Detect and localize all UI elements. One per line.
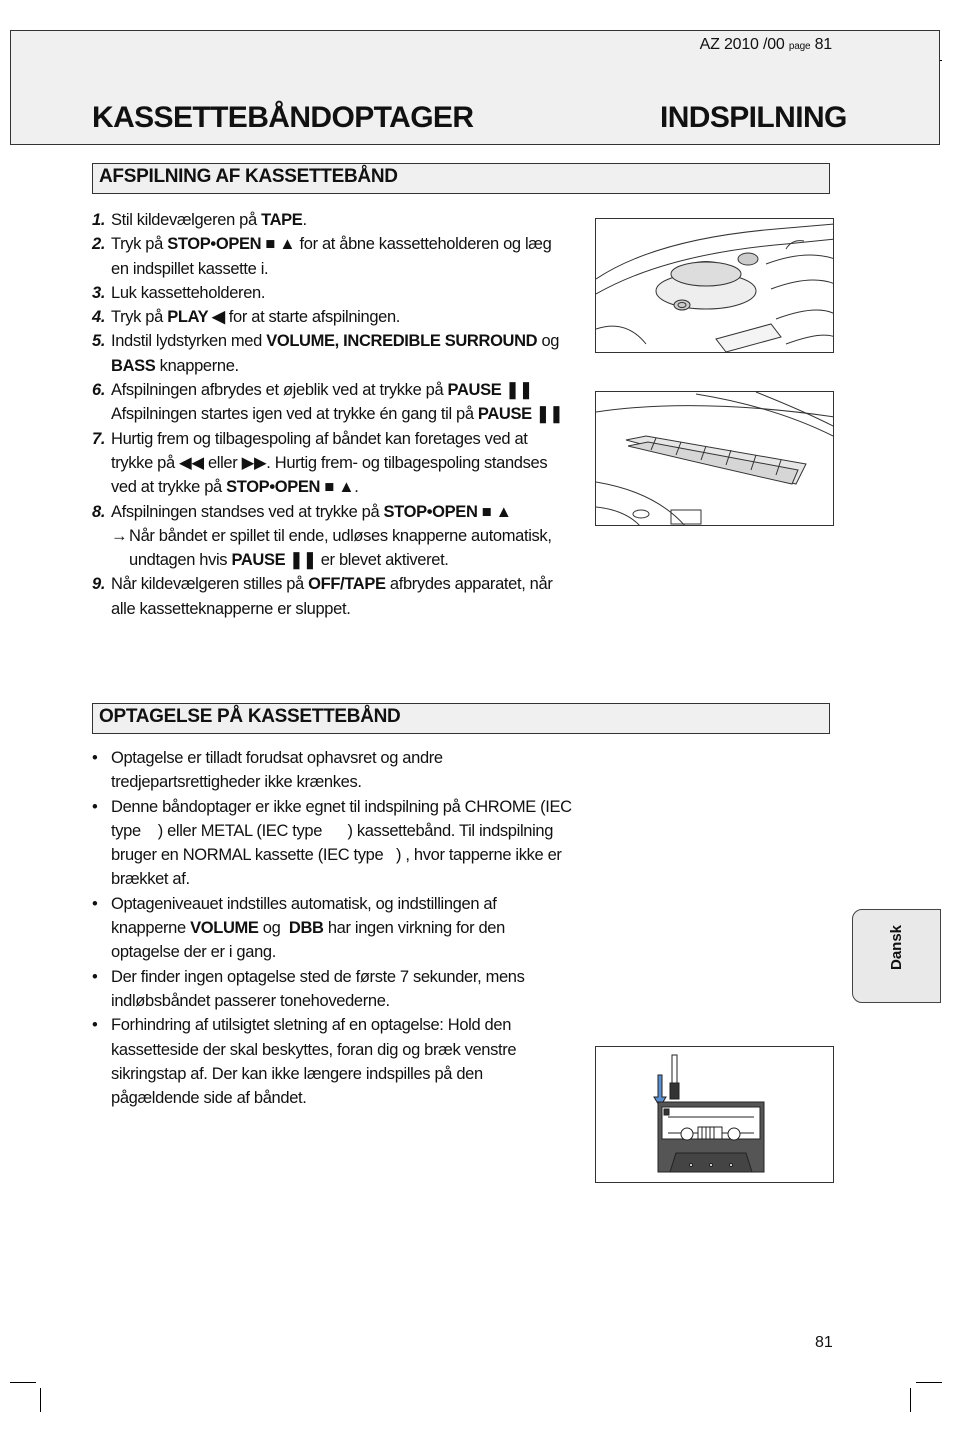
model-label (700, 36, 832, 54)
cassette-illustration (596, 1047, 834, 1183)
language-tab-label: Dansk (888, 924, 905, 970)
step-8: 8. Afspilningen standses ved at trykke på STOP•OPEN ■ ▲ (92, 502, 512, 521)
step-4: 4. Tryk på PLAY ◀ for at starte afspilningen. (92, 308, 401, 327)
bullet-5: • Forhindring af utilsigtet sletning af en optagelse: Hold den kassetteside der skal beskyttes, foran dig og bræk venstre sikringstap af. Der kan ikke længere indspilles på den pågældende side af båndet. (92, 1016, 517, 1108)
arrow-right-icon: → (111, 526, 128, 545)
step-8-note: → Når båndet er spillet til ende, udløses knapperne automatisk, undtagen hvis PAUSE ❚❚ er blevet aktiveret. (92, 524, 572, 573)
crop-mark (916, 1382, 942, 1383)
figure-cassette-buttons (595, 391, 834, 526)
crop-mark (40, 1388, 41, 1412)
playback-steps (92, 208, 572, 621)
bullet-3: • Optageniveauet indstilles automatisk, og indstillingen af knapperne VOLUME og DBB har ingen virkning for den optagelse der er i gang. (92, 894, 505, 962)
step-7: 7. Hurtig frem og tilbagespoling af båndet kan foretages ved at trykke på ◀◀ eller ▶▶. Hurtig frem- og tilbagespoling standses ved at trykke på STOP•OPEN ■ ▲. (92, 429, 548, 497)
header-page-number: 81 (814, 36, 832, 53)
footer-page-number: 81 (815, 1334, 833, 1351)
section-heading-recording: OPTAGELSE PÅ KASSETTEBÅND (92, 703, 830, 734)
crop-mark (910, 1388, 911, 1412)
step-3: 3. Luk kassetteholderen. (92, 283, 266, 302)
model-number: AZ 2010 /00 (699, 36, 785, 53)
figure-cassette-tab (595, 1046, 834, 1183)
section-heading-playback: AFSPILNING AF KASSETTEBÅND (92, 163, 830, 194)
step-6: 6. Afspilningen afbrydes et øjeblik ved at trykke på PAUSE ❚❚ Afspilningen startes igen ved at trykke én gang til på PAUSE ❚❚ (92, 381, 563, 424)
bullet-4: • Der finder ingen optagelse sted de første 7 sekunder, mens indløbsbåndet passerer tonehovederne. (92, 967, 525, 1010)
figure-cassette-door (595, 218, 834, 353)
recording-bullets (92, 746, 576, 1110)
button-row-illustration (596, 392, 834, 526)
step-1: 1. Stil kildevælgeren på TAPE. (92, 211, 307, 229)
step-9: 9. Når kildevælgeren stilles på OFF/TAPE afbrydes apparatet, når alle kassetteknapperne er sluppet. (92, 575, 553, 618)
page-word: page (788, 41, 811, 52)
bullet-2: • Denne båndoptager er ikke egnet til indspilning på CHROME (IEC type ) eller METAL (IEC type ) kassettebånd. Til indspilning bruger en NORMAL kassette (IEC type ) , hvor tapperne ikke er brækket af. (92, 797, 576, 889)
language-tab (852, 909, 941, 1003)
bullet-1: • Optagelse er tilladt forudsat ophavsret og andre tredjepartsrettigheder ikke krænkes. (92, 749, 443, 792)
device-top-illustration (596, 219, 834, 353)
page-title-left: KASSETTEBÅNDOPTAGER (92, 101, 474, 134)
step-2: 2. Tryk på STOP•OPEN ■ ▲ for at åbne kassetteholderen og læg en indspillet kassette i. (92, 235, 552, 278)
page-title-right: INDSPILNING (660, 101, 847, 134)
step-5: 5. Indstil lydstyrken med VOLUME, INCREDIBLE SURROUND og BASS knapperne. (92, 332, 560, 375)
crop-mark (10, 1382, 36, 1383)
